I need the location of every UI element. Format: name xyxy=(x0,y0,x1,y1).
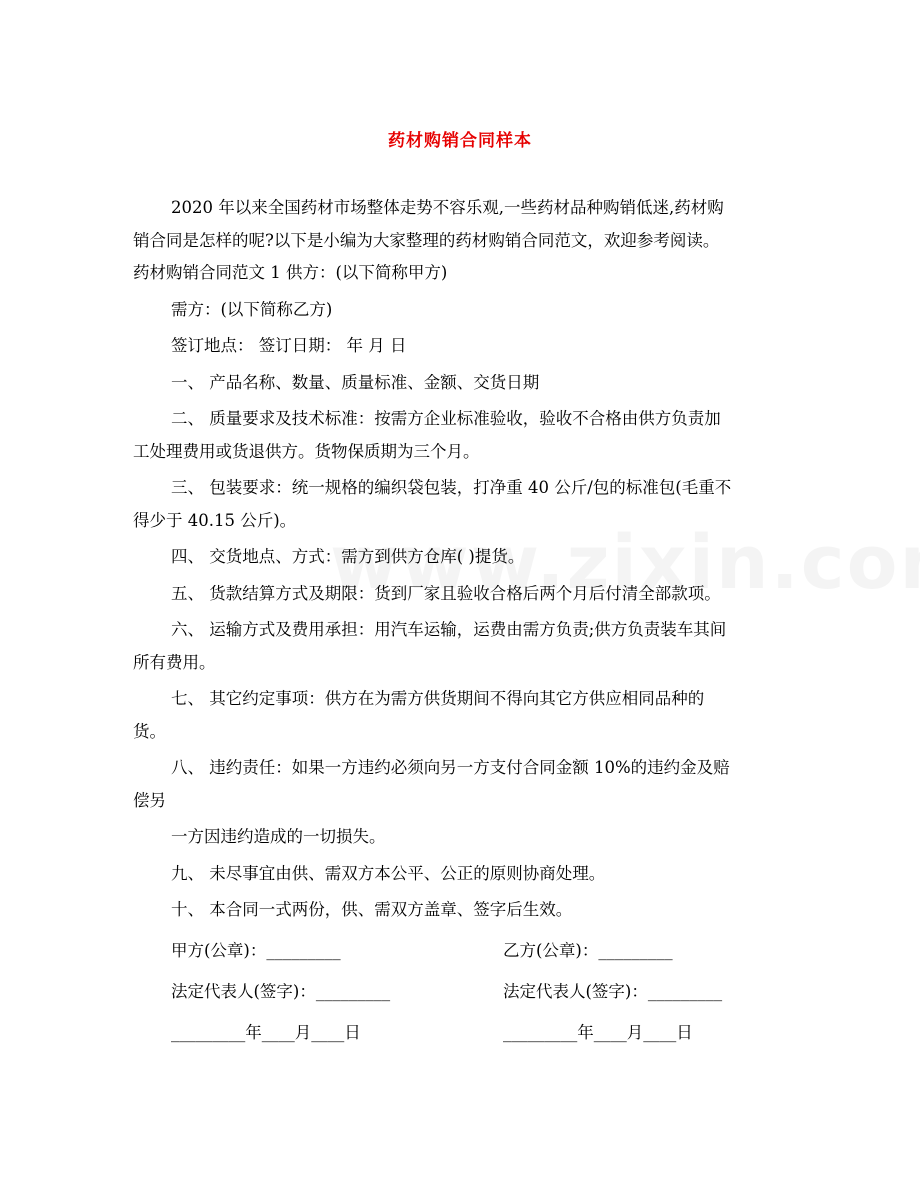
party-a-seal: 甲方(公章)：_________ xyxy=(171,940,341,960)
clause-line: 十、 本合同一式两份，供、需双方盖章、签字后生效。 xyxy=(171,900,573,919)
clause-line: 一方因违约造成的一切损失。 xyxy=(171,827,386,846)
clause-line: 四、 交货地点、方式：需方到供方仓库( )提货。 xyxy=(171,547,525,566)
clause-line: 六、 运输方式及费用承担：用汽车运输，运费由需方负责;供方负责装车其间 xyxy=(171,620,727,639)
clause-line: 工处理费用或货退供方。货物保质期为三个月。 xyxy=(133,441,480,461)
clause-line: 三、 包装要求：统一规格的编织袋包装，打净重 40 公斤/包的标准包(毛重不 xyxy=(171,478,732,497)
signature-row-representative xyxy=(171,969,791,1010)
intro-line: 药材购销合同范文 1 供方：(以下简称甲方) xyxy=(133,263,448,282)
clause-line: 一、 产品名称、数量、质量标准、金额、交货日期 xyxy=(171,372,540,392)
party-b-seal: 乙方(公章)：_________ xyxy=(503,940,673,960)
party-a-representative: 法定代表人(签字)：_________ xyxy=(171,981,391,1001)
clause-line: 八、 违约责任：如果一方违约必须向另一方支付合同金额 10%的违约金及赔 xyxy=(171,758,730,777)
clause-line: 二、 质量要求及技术标准：按需方企业标准验收，验收不合格由供方负责加 xyxy=(171,409,721,428)
clause-line: 九、 未尽事宜由供、需双方本公平、公正的原则协商处理。 xyxy=(171,863,606,883)
clause-line: 所有费用。 xyxy=(133,652,216,672)
sign-place-date-line: 签订地点： 签订日期： 年 月 日 xyxy=(171,336,407,355)
clause-line: 七、 其它约定事项：供方在为需方供货期间不得向其它方供应相同品种的 xyxy=(171,689,705,708)
signature-row-seal xyxy=(171,928,791,969)
party-a-date: _________年____月____日 xyxy=(171,1022,361,1042)
clause-line: 得少于 40.15 公斤)。 xyxy=(133,510,297,530)
clause-line: 货。 xyxy=(133,721,166,741)
party-b-representative: 法定代表人(签字)：_________ xyxy=(503,981,723,1001)
clause-line: 偿另 xyxy=(133,790,166,810)
signature-block xyxy=(171,928,791,1051)
party-b-date: _________年____月____日 xyxy=(503,1022,693,1042)
signature-row-date xyxy=(171,1010,791,1051)
clause-line: 五、 货款结算方式及期限：货到厂家且验收合格后两个月后付清全部款项。 xyxy=(171,583,721,603)
document-title: 药材购销合同样本 xyxy=(388,131,532,151)
intro-line: 2020 年以来全国药材市场整体走势不容乐观,一些药材品种购销低迷,药材购 xyxy=(171,198,724,217)
intro-line: 销合同是怎样的呢?以下是小编为大家整理的药材购销合同范文，欢迎参考阅读。 xyxy=(133,230,720,250)
document-body xyxy=(133,192,793,927)
demand-party-line: 需方：(以下简称乙方) xyxy=(171,299,333,319)
